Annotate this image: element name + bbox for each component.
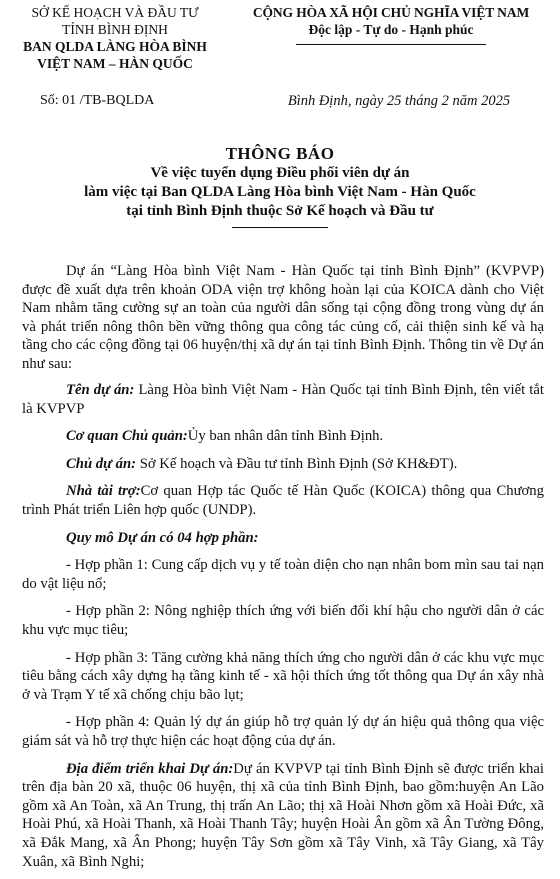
date-line: Bình Định, ngày 25 tháng 2 năm 2025: [287, 93, 511, 109]
agency-line-3: BAN QLDA LÀNG HÒA BÌNH: [23, 39, 207, 54]
project-name-paragraph: [22, 381, 544, 418]
agency-line-2: TỈNH BÌNH ĐỊNH: [62, 22, 168, 37]
scale-heading-paragraph: [22, 529, 544, 548]
notice-title-block: [20, 144, 540, 221]
motto-underline: [296, 44, 486, 45]
owner-value: Sở Kế hoạch và Đầu tư tỉnh Bình Định (Sở KH&ĐT).: [136, 455, 458, 472]
agency-line-1: SỞ KẾ HOẠCH VÀ ĐẦU TƯ: [31, 5, 199, 20]
component-item: - Hợp phần 3: Tăng cường khả năng thích ứng cho người dân ở các khu vực mục tiêu bằng cách xây dựng hạ tầng kinh tế - xã hội thích ứng tốt thông qua Dự án xây nhà ở và Trạm Y tế xã chống chịu bão lụt;: [22, 649, 544, 703]
document-number: Số: 01 /TB-BQLDA: [40, 93, 155, 108]
national-motto: Độc lập - Tự do - Hạnh phúc: [308, 22, 474, 37]
notice-body: [22, 262, 544, 879]
location-value: Dự án KVPVP tại tỉnh Bình Định sẽ được triển khai trên địa bàn 20 xã, thuộc 06 huyện, thị xã của tỉnh Bình Định, bao gồm:huyện An Lão gồm xã An Toàn, xã An Trung, thị trấn An Lão; thị xã Hoài Nhơn gồm xã Hoài Đức, xã Hoài Phú, xã Hoài Thanh, xã Hoài Thanh Tây; huyện Hoài Ân gồm xã Ân Tường Đông, xã Đắk Mang, xã Ân Phong; huyện Tây Sơn gồm xã Tây Vinh, xã Tây Giang, xã Tây Xuân, xã Bình Nghi;: [22, 760, 544, 870]
issuing-agency-block: [10, 4, 220, 72]
project-name-label: Tên dự án:: [66, 382, 135, 399]
location-label: Địa điểm triển khai Dự án:: [66, 760, 234, 777]
agency-label: Cơ quan Chủ quản:: [66, 428, 188, 445]
location-paragraph: [22, 760, 544, 872]
notice-subject-line-2: làm việc tại Ban QLDA Làng Hòa bình Việt Nam - Hàn Quốc: [84, 184, 476, 200]
title-underline: [232, 227, 328, 228]
component-item: - Hợp phần 4: Quản lý dự án giúp hỗ trợ quản lý dự án hiệu quả thông qua việc giám sát và hỗ trợ thực hiện các hoạt động của dự án.: [22, 714, 544, 749]
agency-value: Ủy ban nhân dân tỉnh Bình Định.: [187, 428, 384, 445]
sponsor-label: Nhà tài trợ:: [66, 483, 141, 500]
project-name-value: Làng Hòa bình Việt Nam - Hàn Quốc tại tỉnh Bình Định, tên viết tắt là KVPVP: [22, 382, 544, 417]
national-header-block: [222, 4, 560, 38]
scale-heading: Quy mô Dự án có 04 hợp phần:: [66, 529, 259, 546]
sponsor-value: Cơ quan Hợp tác Quốc tế Hàn Quốc (KOICA) thông qua Chương trình Phát triển Liên hợp quốc (UNDP).: [22, 483, 544, 519]
component-item: - Hợp phần 2: Nông nghiệp thích ứng với biến đổi khí hậu cho người dân ở các khu vực mục tiêu;: [22, 603, 544, 638]
owner-paragraph: [22, 455, 544, 474]
notice-subject-line-1: Về việc tuyển dụng Điều phối viên dự án: [150, 165, 410, 181]
nation-name: CỘNG HÒA XÃ HỘI CHỦ NGHĨA VIỆT NAM: [252, 5, 530, 20]
agency-paragraph: [22, 427, 544, 446]
component-item: - Hợp phần 1: Cung cấp dịch vụ y tế toàn diện cho nạn nhân bom mìn sau tai nạn do vật liệu nổ;: [22, 557, 544, 592]
intro-paragraph: Dự án “Làng Hòa bình Việt Nam - Hàn Quốc tại tỉnh Bình Định” (KVPVP) được đề xuất dựa trên khoản ODA viện trợ không hoàn lại của KOICA dành cho Việt Nam nhằm tăng cường sự an toàn của người dân sống tại cộng đồng trong vùng dự án và phát triển nông thôn bền vững thông qua công tác củng cố, cải thiện sinh kế và hạ tầng cho các cộng đồng tại 06 huyện/thị xã dự án tại tỉnh Bình Định. Thông tin về Dự án như sau:: [22, 263, 544, 372]
sponsor-paragraph: [22, 482, 544, 519]
agency-line-4: VIỆT NAM – HÀN QUỐC: [37, 56, 193, 71]
owner-label: Chủ dự án:: [66, 455, 137, 472]
notice-subject-line-3: tại tỉnh Bình Định thuộc Sở Kế hoạch và Đầu tư: [126, 203, 434, 219]
notice-title: THÔNG BÁO: [225, 144, 335, 163]
